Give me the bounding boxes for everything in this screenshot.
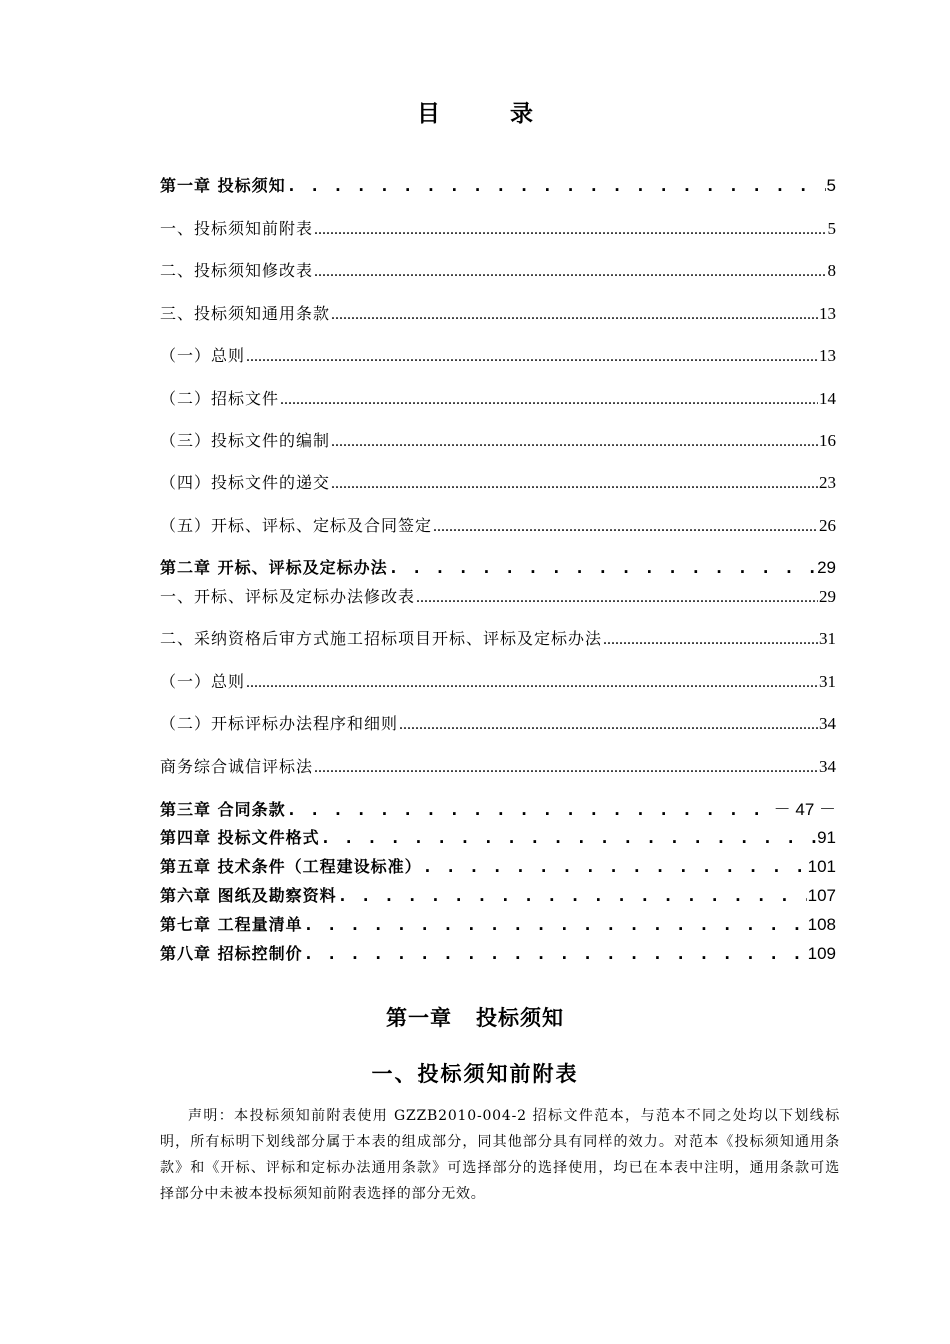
toc-leader-dots (287, 176, 826, 195)
toc-entry-page: 8 (827, 261, 836, 280)
toc-entry-page: 5 (827, 219, 836, 238)
toc-entry-label: （五）开标、评标、定标及合同签定 (160, 516, 433, 535)
toc-entry-label: （二）招标文件 (160, 389, 280, 408)
toc-leader-dots (314, 263, 826, 281)
toc-leader-dots (399, 716, 818, 734)
toc-entry-label: （四）投标文件的递交 (160, 473, 331, 492)
toc-entry-label: 第二章 开标、评标及定标办法 (160, 558, 388, 577)
toc-leader-dots (304, 915, 807, 934)
toc-entry-label: 第七章 工程量清单 (160, 915, 303, 934)
toc-leader-dots (331, 306, 818, 324)
toc-entry[interactable] (160, 555, 836, 578)
toc-entry-label: 二、投标须知修改表 (160, 261, 314, 280)
toc-entry[interactable] (160, 301, 836, 324)
toc-entry-page: 109 (807, 944, 836, 963)
toc-entry[interactable] (160, 854, 836, 877)
toc-leader-dots (416, 589, 818, 607)
toc-entry-page: 16 (819, 431, 836, 450)
toc-entry[interactable] (160, 216, 836, 239)
chapter-heading (0, 1002, 950, 1032)
toc-entry-page: 91 (817, 828, 836, 847)
toc-entry[interactable] (160, 669, 836, 692)
toc-leader-dots (331, 433, 818, 451)
section-heading: 一、投标须知前附表 (371, 1062, 579, 1086)
toc-leader-dots (338, 886, 807, 905)
toc-entry-label: 第八章 招标控制价 (160, 944, 303, 963)
toc-entry[interactable] (160, 825, 836, 848)
toc-entry-label: （一）总则 (160, 672, 246, 691)
toc-title: 目录 (417, 101, 603, 127)
toc-entry[interactable] (160, 428, 836, 451)
toc-entry-label: 二、采纳资格后审方式施工招标项目开标、评标及定标办法 (160, 629, 603, 648)
toc-leader-dots (304, 944, 807, 963)
toc-entry-page: 5 (826, 176, 836, 195)
chapter-name: 投标须知 (476, 1006, 564, 1030)
toc-entry-label: （二）开标评标办法程序和细则 (160, 714, 399, 733)
toc-entry-page: － 47 － (773, 800, 836, 819)
toc-entry-label: 第一章 投标须知 (160, 176, 286, 195)
chapter-number: 第一章 (386, 1006, 452, 1030)
toc-leader-dots (389, 558, 817, 577)
toc-entry-page: 29 (817, 558, 836, 577)
toc-leader-dots (603, 631, 818, 649)
toc-entry-page: 23 (819, 473, 836, 492)
toc-entry[interactable] (160, 754, 836, 777)
toc-entry-label: （一）总则 (160, 346, 246, 365)
toc-entry-label: 一、开标、评标及定标办法修改表 (160, 587, 416, 606)
toc-entry-label: 第三章 合同条款 (160, 800, 286, 819)
toc-leader-dots (246, 674, 818, 692)
toc-leader-dots (287, 800, 773, 819)
toc-entry[interactable] (160, 258, 836, 281)
toc-entry[interactable] (160, 626, 836, 649)
toc-entry-page: 29 (819, 587, 836, 606)
toc-entry-page: 34 (819, 714, 836, 733)
toc-entry[interactable] (160, 173, 836, 196)
toc-leader-dots (331, 475, 818, 493)
toc-entry-label: 第四章 投标文件格式 (160, 828, 320, 847)
toc-entry[interactable] (160, 795, 836, 820)
toc-entry-label: 第五章 技术条件（工程建设标准） (160, 857, 422, 876)
toc-entry[interactable] (160, 941, 836, 964)
toc-entry[interactable] (160, 470, 836, 493)
toc-entry-page: 13 (819, 346, 836, 365)
toc-leader-dots (314, 759, 818, 777)
toc-entry-page: 34 (819, 757, 836, 776)
toc-entry[interactable] (160, 343, 836, 366)
toc-entry[interactable] (160, 711, 836, 734)
toc-leader-dots (280, 391, 818, 409)
toc-entry[interactable] (160, 883, 836, 906)
toc-entry-label: （三）投标文件的编制 (160, 431, 331, 450)
toc-entry-label: 三、投标须知通用条款 (160, 304, 331, 323)
toc-entry-page: 101 (807, 857, 836, 876)
toc-entry[interactable] (160, 584, 836, 607)
toc-leader-dots (433, 518, 818, 536)
toc-entry-page: 14 (819, 389, 836, 408)
statement-paragraph: 声明：本投标须知前附表使用 GZZB2010-004-2 招标文件范本，与范本不同之处均以下划线标明，所有标明下划线部分属于本表的组成部分，同其他部分具有同样的效力。对范本《投标须知通用条款》和《开标、评标和定标办法通用条款》可选择部分的选择使用，均已在本表中注明，通用条款可选择部分中未被本投标须知前附表选择的部分无效。 (160, 1108, 840, 1202)
toc-entry-page: 107 (807, 886, 836, 905)
toc-entry[interactable] (160, 513, 836, 536)
toc-leader-dots (246, 348, 818, 366)
toc-leader-dots (423, 857, 807, 876)
toc-entry-page: 26 (819, 516, 836, 535)
toc-entry[interactable] (160, 912, 836, 935)
toc-entry-label: 商务综合诚信评标法 (160, 757, 314, 776)
toc-leader-dots (314, 221, 826, 239)
toc-entry-label: 一、投标须知前附表 (160, 219, 314, 238)
toc-entry-page: 31 (819, 629, 836, 648)
toc-entry-label: 第六章 图纸及勘察资料 (160, 886, 337, 905)
toc-entry-page: 108 (807, 915, 836, 934)
toc-entry[interactable] (160, 386, 836, 409)
toc-entry-page: 31 (819, 672, 836, 691)
toc-entry-page: 13 (819, 304, 836, 323)
toc-leader-dots (321, 828, 817, 847)
